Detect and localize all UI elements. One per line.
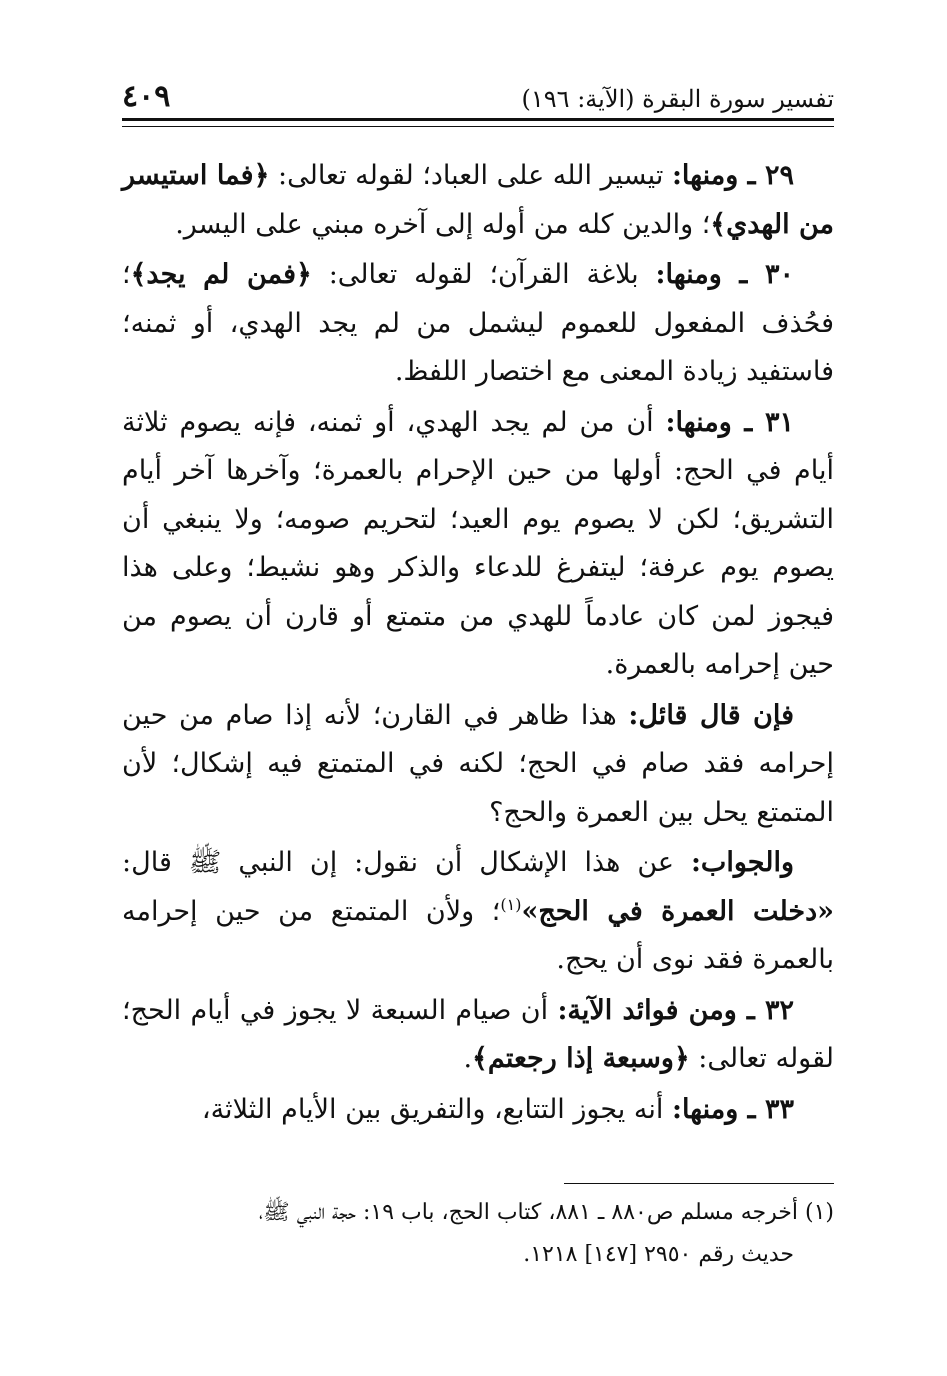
paragraph-lead: ٣٢ ـ ومن فوائد الآية:: [557, 994, 794, 1026]
paragraph-32: [122, 987, 834, 1084]
paragraph-lead: والجواب:: [690, 847, 794, 878]
quran-quote: ﴿وسبعة إذا رجعتم﴾: [472, 1043, 690, 1074]
paragraph-objection: [122, 692, 834, 838]
page-body: [122, 152, 834, 1136]
paragraph-text: بلاغة القرآن؛ لقوله تعالى:: [311, 259, 656, 290]
quran-quote: ﴿فما استيسر من الهدي﴾: [122, 160, 834, 240]
paragraph-text: عن هذا الإشكال أن نقول: إن النبي ﷺ قال:: [122, 847, 691, 878]
paragraph-text: ؛ فحُذف المفعول للعموم ليشمل من لم يجد الهدي، أو ثمنه؛ فاستفيد زيادة المعنى مع اختصار اللفظ.: [122, 259, 834, 387]
paragraph-lead: ٣١ ـ ومنها:: [665, 406, 794, 438]
header-rule: [122, 118, 834, 121]
footnote-marker: (١): [500, 894, 522, 914]
quran-quote: ﴿فمن لم يجد﴾: [130, 259, 312, 290]
paragraph-text: أن صيام السبعة لا يجوز في أيام الحج؛ لقوله تعالى:: [122, 994, 834, 1074]
paragraph-lead: ٣٣ ـ ومنها:: [671, 1093, 794, 1125]
page-number: ٤٠٩: [122, 79, 171, 114]
paragraph-29: [122, 152, 834, 249]
paragraph-lead: ٢٩ ـ ومنها:: [671, 160, 795, 191]
paragraph-30: [122, 251, 834, 397]
paragraph-text: أنه يجوز التتابع، والتفريق بين الأيام الثلاثة،: [201, 1093, 672, 1125]
paragraph-lead: فإن قال قائل:: [628, 699, 795, 731]
footnote-rule: [564, 1183, 834, 1184]
paragraph-text: ؛ والدين كله من أوله إلى آخره مبني على اليسر.: [175, 208, 711, 240]
running-title: تفسير سورة البقرة (الآية: ١٩٦): [521, 85, 834, 113]
paragraph-text: هذا ظاهر في القارن؛ لأنه إذا صام من حين إحرامه فقد صام في الحج؛ لكنه في المتمتع فيه إشكال؛ لأن المتمتع يحل بين العمرة والحج؟: [122, 699, 834, 828]
page-header: [122, 70, 834, 116]
paragraph-text: أن من لم يجد الهدي، أو ثمنه، فإنه يصوم ثلاثة أيام في الحج: أولها من حين الإحرام بالعمرة؛ وآخرها آخر أيام التشريق؛ لكن لا يصوم يوم العيد؛ لتحريم صومه؛ ولا ينبغي أن يصوم يوم عرفة؛ ليتفرغ للدعاء والذكر وهو نشيط؛ وعلى هذا فيجوز لمن كان عادماً للهدي من متمتع أو قارن أن يصوم من حين إحرامه بالعمرة.: [122, 406, 834, 680]
footnote-1-continuation: حديث رقم ٢٩٥٠ [١٤٧] ١٢١٨.: [523, 1242, 794, 1267]
footnote-1: (١) أخرجه مسلم ص٨٨٠ ـ ٨٨١، كتاب الحج، باب ١٩: حجة النبي ﷺ،: [258, 1200, 834, 1225]
header-rule-thin: [122, 126, 834, 127]
paragraph-text: ؛ ولأن المتمتع من حين إحرامه بالعمرة فقد نوى أن يحج.: [122, 895, 834, 975]
paragraph-text: .: [463, 1043, 473, 1074]
hadith-quote: «دخلت العمرة في الحج»: [521, 895, 834, 927]
paragraph-31: [122, 399, 834, 690]
paragraph-answer: [122, 839, 834, 985]
paragraph-lead: ٣٠ ـ ومنها:: [655, 259, 794, 290]
paragraph-33: [122, 1086, 834, 1135]
footnotes: [122, 1192, 834, 1276]
paragraph-text: تيسير الله على العباد؛ لقوله تعالى:: [269, 160, 672, 191]
